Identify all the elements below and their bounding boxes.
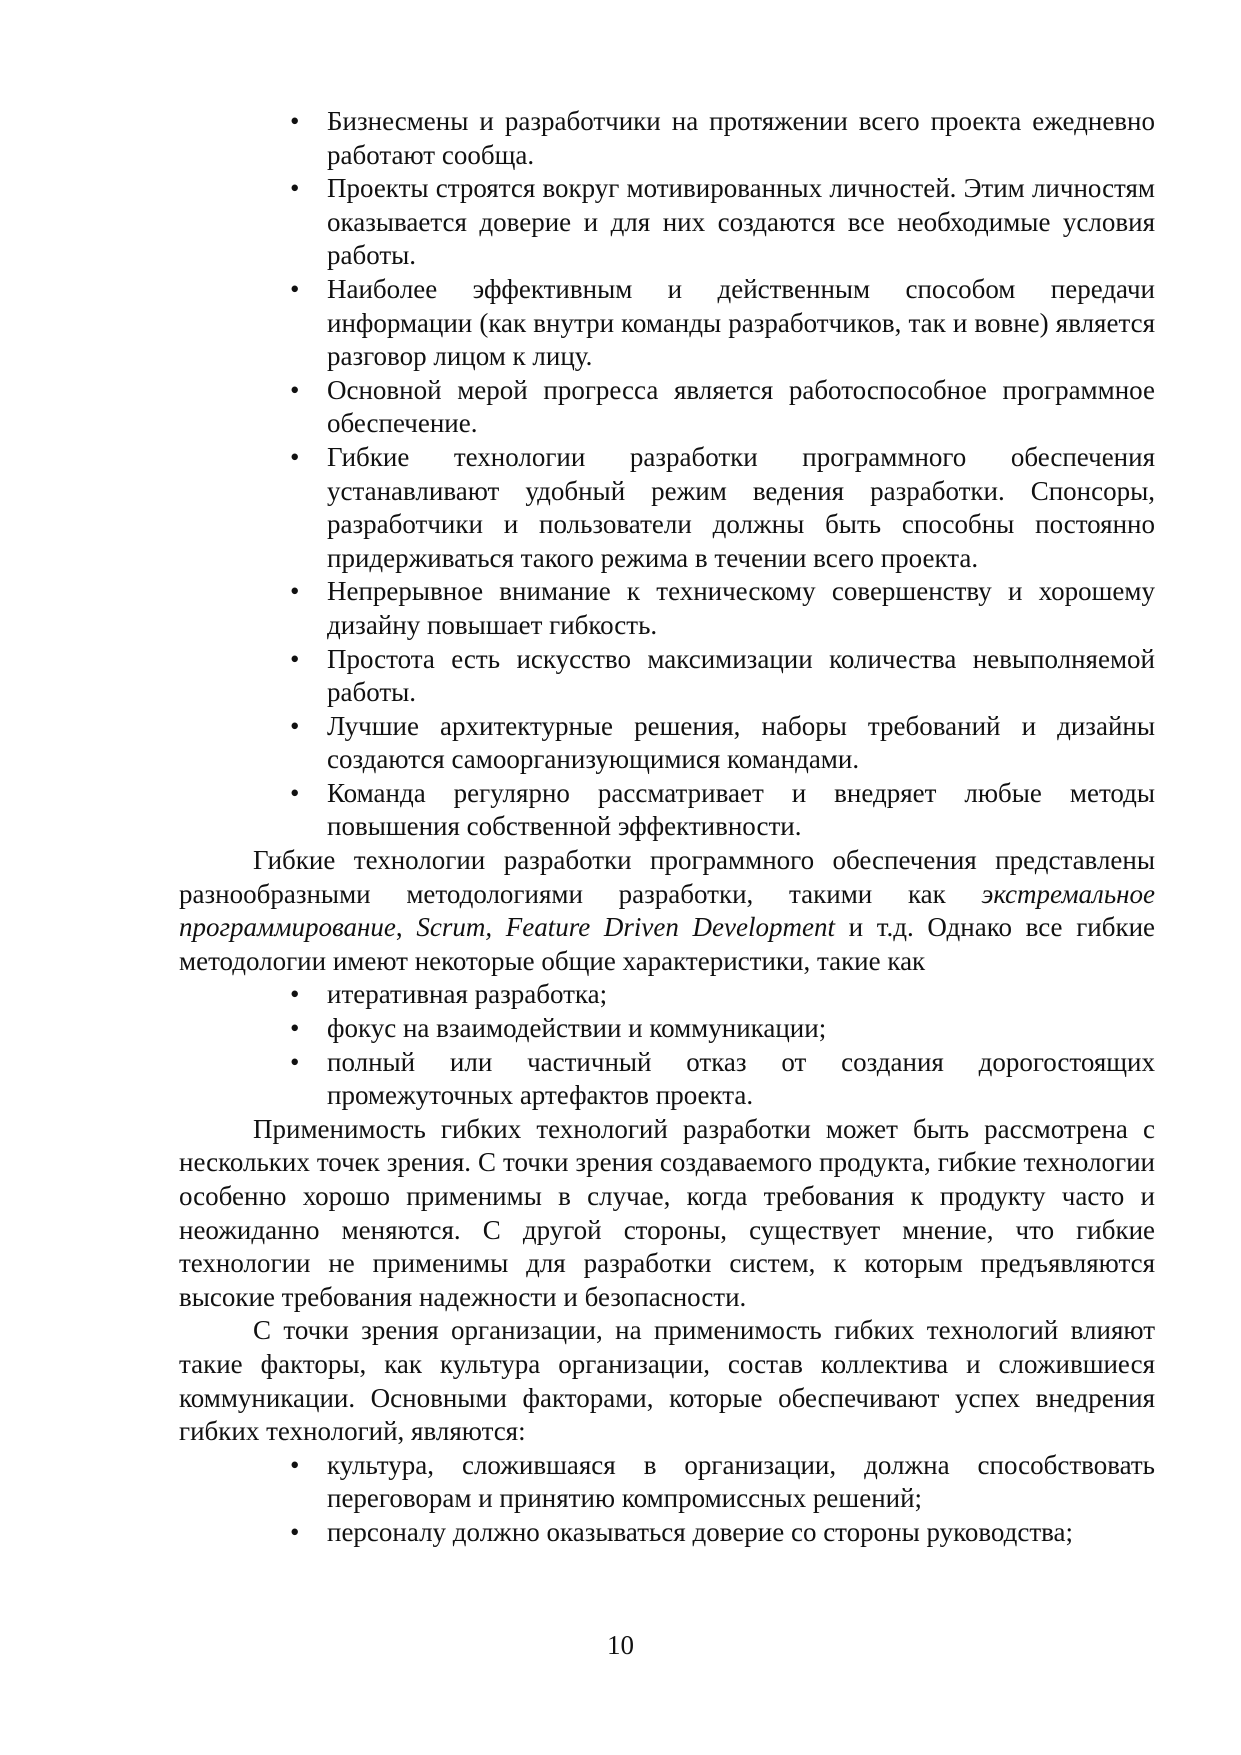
list-item: • фокус на взаимодействии и коммуникации; bbox=[327, 1012, 1155, 1046]
list-item: • персоналу должно оказываться доверие со стороны руководства; bbox=[327, 1516, 1155, 1550]
list-item: • Наиболее эффективным и действенным способом передачи информации (как внутри команды разработчиков, так и вовне) является разговор лицом к лицу. bbox=[327, 273, 1155, 374]
list-item: • Гибкие технологии разработки программного обеспечения устанавливают удобный режим ведения разработки. Спонсоры, разработчики и пользователи должны быть способны постоянно придерживаться такого режима в течении всего проекта. bbox=[327, 441, 1155, 575]
paragraph-organization: С точки зрения организации, на применимость гибких технологий влияют такие факторы, как культура организации, состав коллектива и сложившиеся коммуникации. Основными факторами, которые обеспечивают успех внедрения гибких технологий, являются: bbox=[179, 1315, 1155, 1447]
list-item: • Непрерывное внимание к техническому совершенству и хорошему дизайну повышает гибкость. bbox=[327, 575, 1155, 642]
list-item: • Основной мерой прогресса является работоспособное программное обеспечение. bbox=[327, 374, 1155, 441]
list-item: • Проекты строятся вокруг мотивированных личностей. Этим личностям оказывается доверие и для них создаются все необходимые условия работы. bbox=[327, 172, 1155, 273]
factors-list bbox=[179, 1449, 1155, 1550]
principles-list bbox=[179, 105, 1155, 844]
characteristics-list bbox=[179, 978, 1155, 1112]
list-item: • полный или частичный отказ от создания дорогостоящих промежуточных артефактов проекта. bbox=[327, 1046, 1155, 1113]
italic-term: Scrum, Feature Driven Development bbox=[416, 912, 835, 943]
list-item: • Лучшие архитектурные решения, наборы требований и дизайны создаются самоорганизующимися командами. bbox=[327, 710, 1155, 777]
page-content bbox=[179, 105, 1155, 1550]
page-number: 10 bbox=[607, 1630, 634, 1660]
paragraph-text: Гибкие технологии разработки программного обеспечения представлены разнообразными методологиями разработки, такими как bbox=[179, 845, 1155, 909]
italic-term: экстремальное программирование bbox=[179, 878, 1155, 943]
list-item: • итеративная разработка; bbox=[327, 978, 1155, 1012]
paragraph-text: и т.д. Однако все гибкие методологии имеют некоторые общие характеристики, такие как bbox=[179, 912, 1156, 976]
paragraph-methodologies bbox=[179, 844, 1155, 978]
list-item: • Команда регулярно рассматривает и внедряет любые методы повышения собственной эффективности. bbox=[327, 777, 1155, 844]
list-item: • культура, сложившаяся в организации, должна способствовать переговорам и принятию компромиссных решений; bbox=[327, 1449, 1155, 1516]
list-item: • Бизнесмены и разработчики на протяжении всего проекта ежедневно работают сообща. bbox=[327, 105, 1155, 172]
list-item: • Простота есть искусство максимизации количества невыполняемой работы. bbox=[327, 643, 1155, 710]
paragraph-applicability: Применимость гибких технологий разработки может быть рассмотрена с нескольких точек зрения. С точки зрения создаваемого продукта, гибкие технологии особенно хорошо применимы в случае, когда требования к продукту часто и неожиданно меняются. С другой стороны, существует мнение, что гибкие технологии не применимы для разработки систем, к которым предъявляются высокие требования надежности и безопасности. bbox=[179, 1113, 1155, 1312]
paragraph-text: , bbox=[395, 912, 417, 943]
